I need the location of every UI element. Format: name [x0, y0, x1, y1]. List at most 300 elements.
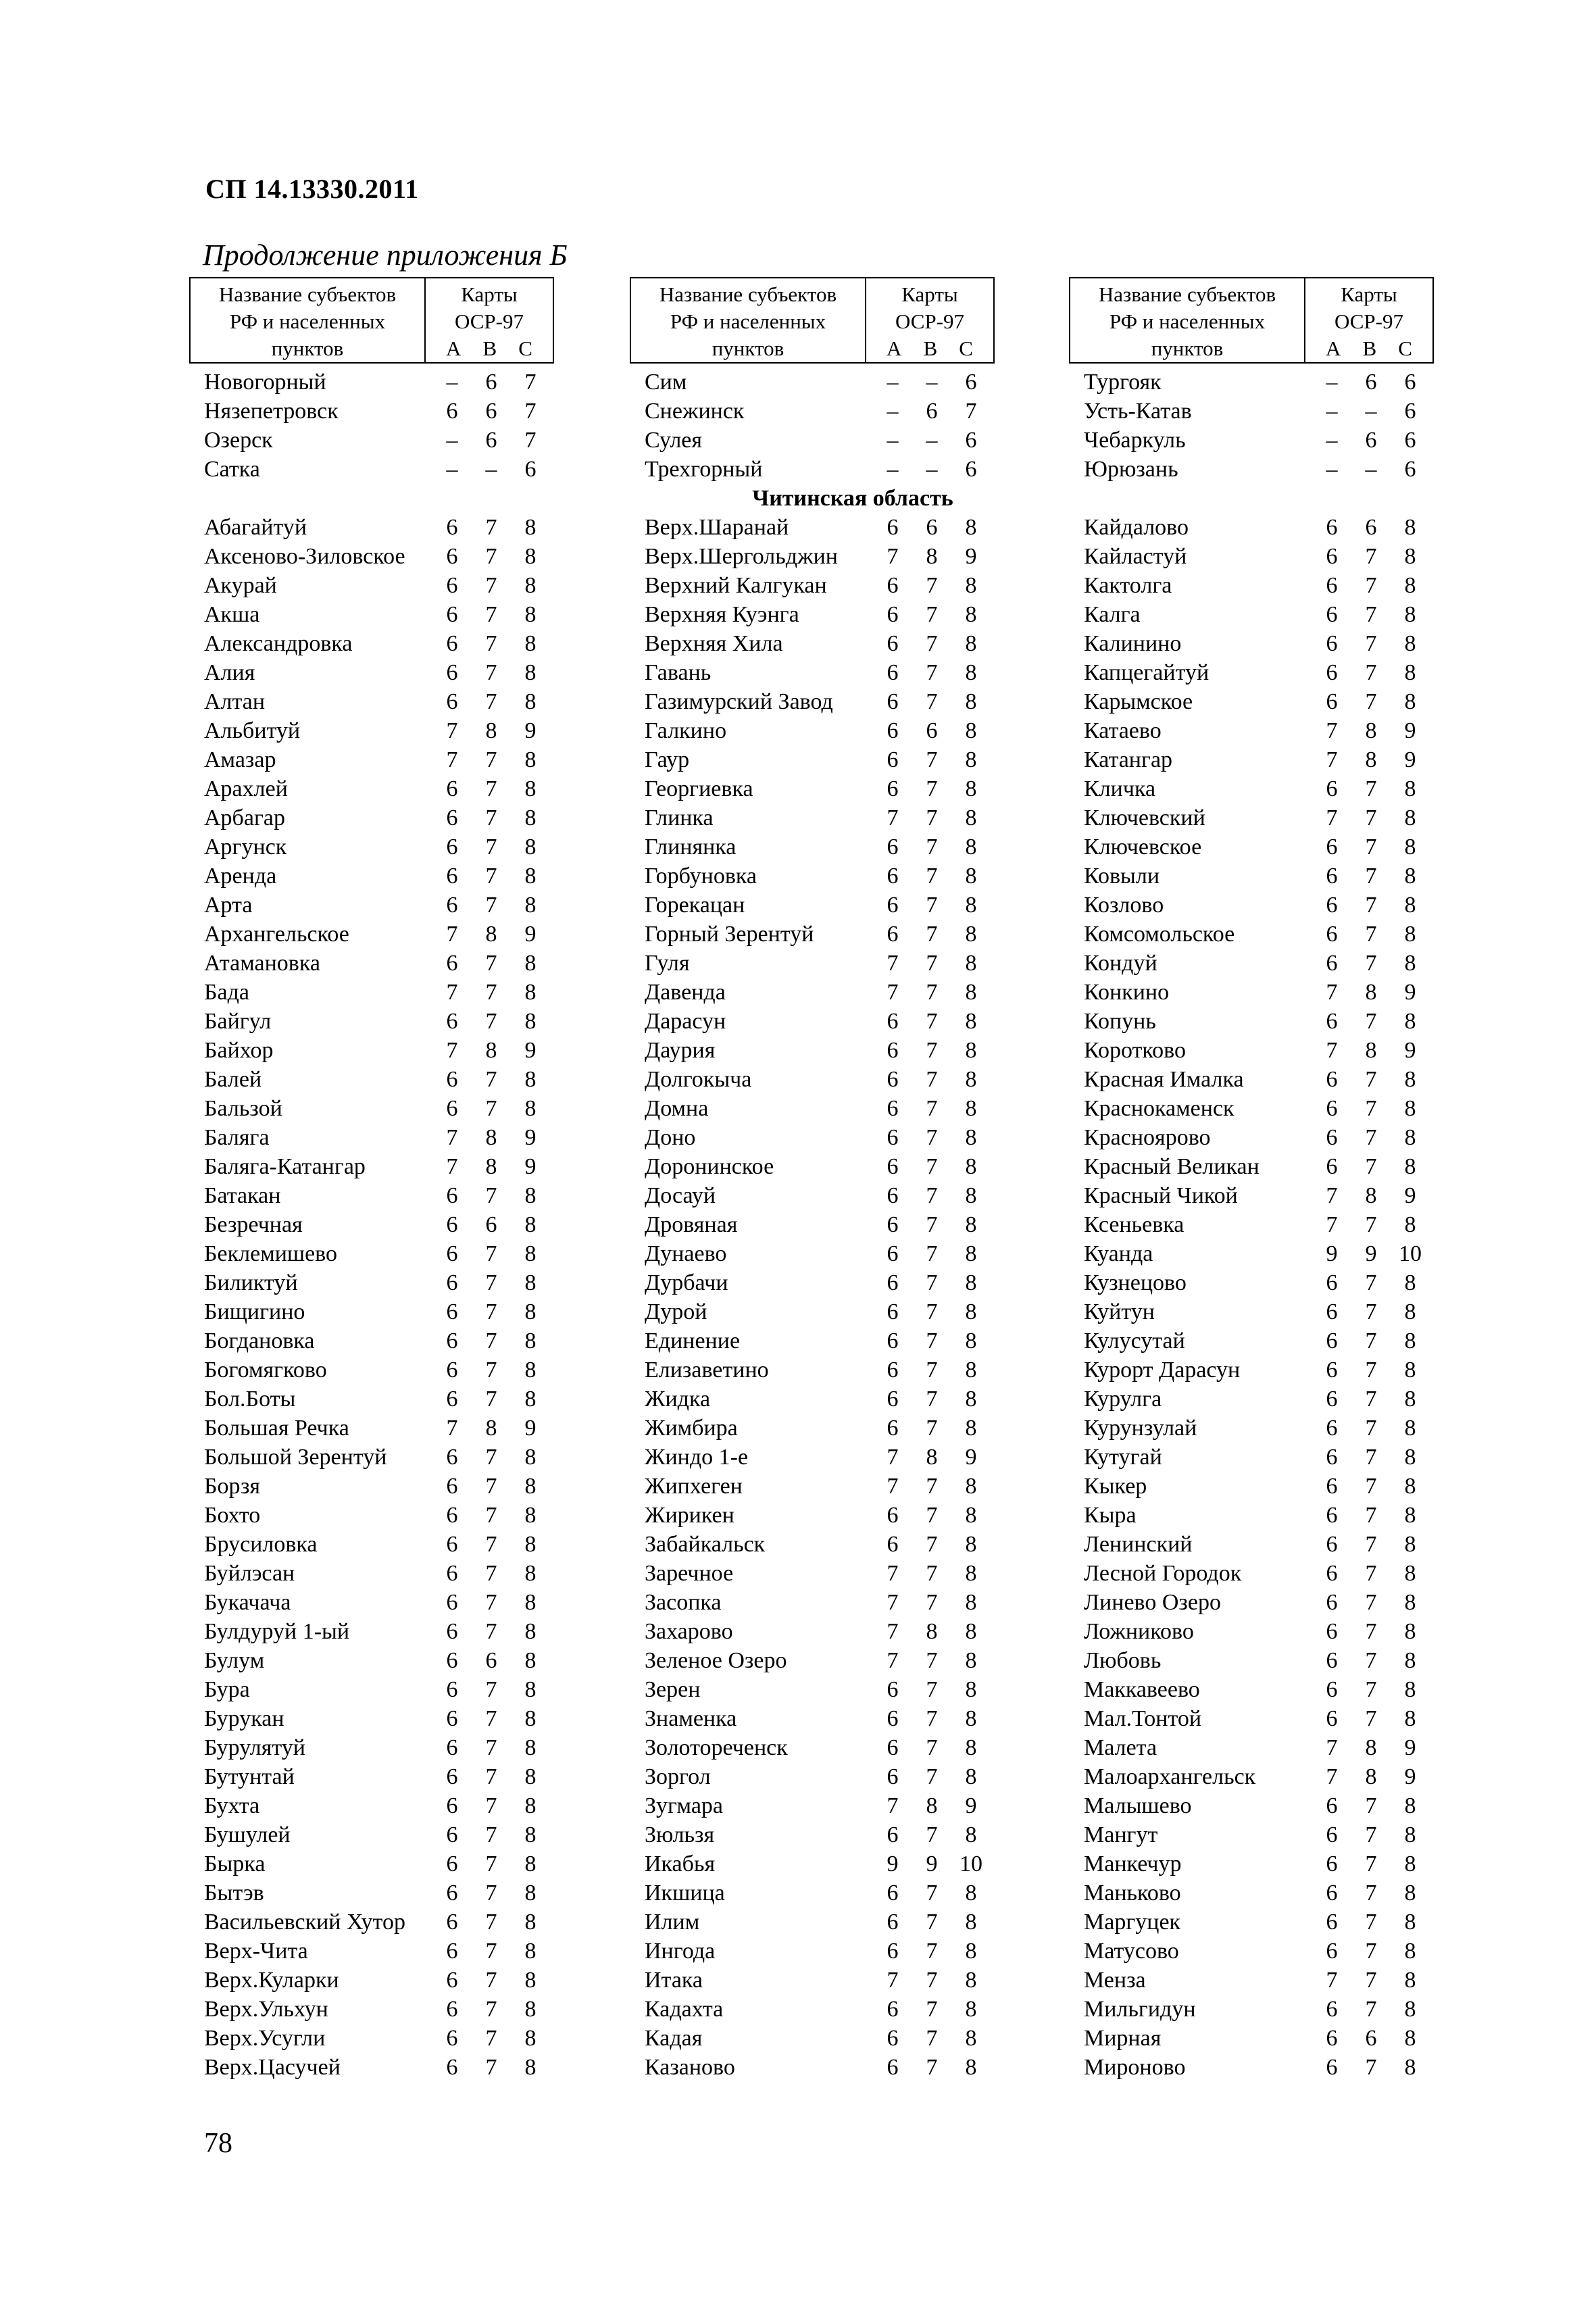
intensity-c: 8: [1404, 1939, 1416, 1964]
intensity-c: 9: [1404, 1038, 1416, 1063]
intensity-a: 6: [446, 1328, 458, 1353]
intensity-a: 6: [1326, 573, 1338, 598]
settlement-name: Кулусутай: [1084, 1328, 1185, 1353]
intensity-c: 10: [1399, 1241, 1422, 1266]
intensity-c: 8: [1404, 515, 1416, 540]
intensity-c: 8: [1404, 805, 1416, 830]
header-abc-label: C: [518, 337, 532, 360]
settlement-name: Мал.Тонтой: [1084, 1706, 1202, 1731]
settlement-name: Гуля: [645, 951, 690, 976]
intensity-b: 7: [485, 660, 497, 685]
intensity-a: –: [446, 370, 458, 395]
intensity-c: 8: [965, 631, 977, 656]
intensity-c: 8: [524, 805, 537, 830]
intensity-c: 8: [965, 1328, 977, 1353]
intensity-a: –: [887, 428, 899, 453]
intensity-c: 8: [1404, 893, 1416, 918]
intensity-b: 7: [926, 1561, 938, 1586]
table-row: [630, 862, 995, 891]
intensity-a: 6: [887, 689, 899, 714]
intensity-b: 7: [1365, 1096, 1377, 1121]
intensity-a: 6: [1326, 1096, 1338, 1121]
intensity-b: 8: [926, 1619, 938, 1644]
settlement-name: Знаменка: [645, 1706, 737, 1731]
table-row: [189, 1908, 554, 1937]
intensity-b: 7: [1365, 1677, 1377, 1702]
settlement-name: Бура: [204, 1677, 250, 1702]
settlement-name: Богдановка: [204, 1328, 315, 1353]
table-row: [189, 745, 554, 774]
table-row: [189, 687, 554, 716]
intensity-a: –: [887, 399, 899, 424]
intensity-a: 6: [887, 2055, 899, 2080]
settlement-name: Калга: [1084, 602, 1141, 627]
intensity-b: 7: [485, 805, 497, 830]
intensity-c: 8: [1404, 1416, 1416, 1441]
intensity-c: 9: [1404, 1183, 1416, 1208]
table-row: [630, 1530, 995, 1559]
intensity-c: 8: [965, 1619, 977, 1644]
intensity-a: 6: [1326, 1387, 1338, 1412]
settlement-name: Сим: [645, 370, 687, 395]
settlement-name: Дурой: [645, 1299, 707, 1324]
intensity-a: 6: [887, 747, 899, 772]
settlement-name: Биликтуй: [204, 1270, 298, 1295]
intensity-a: 6: [446, 1677, 458, 1702]
table-row: [630, 1820, 995, 1849]
table-row: [189, 803, 554, 832]
intensity-a: –: [887, 457, 899, 482]
intensity-b: 7: [1365, 1503, 1377, 1528]
intensity-a: 6: [887, 1299, 899, 1324]
intensity-a: 6: [1326, 1706, 1338, 1731]
settlement-name: Кыра: [1084, 1503, 1137, 1528]
intensity-a: –: [1326, 457, 1338, 482]
header-name-line: пунктов: [712, 337, 784, 360]
intensity-b: 7: [926, 1270, 938, 1295]
table-row: [1069, 1210, 1434, 1239]
table-header: [1069, 277, 1434, 364]
intensity-c: 8: [965, 1939, 977, 1964]
intensity-c: 8: [524, 689, 537, 714]
intensity-b: 7: [485, 1735, 497, 1760]
table-row: [189, 1297, 554, 1326]
table-row: [630, 1849, 995, 1878]
intensity-b: 8: [1365, 1038, 1377, 1063]
settlement-name: Горекацан: [645, 893, 745, 918]
intensity-c: 8: [524, 1009, 537, 1034]
table-row: [1069, 1443, 1434, 1472]
table-row: [630, 513, 995, 542]
settlement-name: Бурукан: [204, 1706, 284, 1731]
settlement-name: Архангельское: [204, 922, 349, 947]
settlement-name: Васильевский Хутор: [204, 1910, 405, 1935]
intensity-a: 6: [887, 1910, 899, 1935]
intensity-b: 7: [485, 951, 497, 976]
table-row: [189, 1094, 554, 1123]
settlement-name: Козлово: [1084, 893, 1164, 918]
settlement-name: Ключевское: [1084, 835, 1202, 860]
settlement-name: Куанда: [1084, 1241, 1153, 1266]
intensity-b: 7: [926, 951, 938, 976]
intensity-b: 7: [1365, 1881, 1377, 1906]
intensity-b: 7: [485, 2026, 497, 2051]
settlement-name: Верхний Калгукан: [645, 573, 827, 598]
intensity-a: 6: [1326, 1328, 1338, 1353]
intensity-b: 7: [926, 776, 938, 801]
blank-row: [1069, 484, 1434, 513]
intensity-b: 8: [485, 1154, 497, 1179]
intensity-b: 7: [1365, 1270, 1377, 1295]
settlement-name: Бырка: [204, 1851, 266, 1876]
intensity-b: 7: [926, 2026, 938, 2051]
header-name-line: РФ и населенных: [670, 309, 826, 333]
intensity-c: 9: [965, 544, 977, 569]
intensity-b: 7: [926, 1183, 938, 1208]
intensity-a: 7: [1326, 747, 1338, 772]
intensity-c: 8: [1404, 1851, 1416, 1876]
intensity-c: 8: [965, 922, 977, 947]
table-row: [630, 891, 995, 920]
intensity-a: 6: [1326, 1851, 1338, 1876]
intensity-b: 7: [485, 1910, 497, 1935]
table-row: [630, 1559, 995, 1588]
intensity-b: 7: [926, 1009, 938, 1034]
intensity-c: 9: [1404, 1764, 1416, 1789]
intensity-b: 7: [926, 1764, 938, 1789]
table-row: [1069, 1559, 1434, 1588]
intensity-c: 8: [524, 1067, 537, 1092]
intensity-c: 10: [959, 1851, 982, 1876]
settlement-name: Дровяная: [645, 1212, 738, 1237]
table-row: [630, 455, 995, 484]
intensity-a: 6: [887, 835, 899, 860]
intensity-a: 7: [446, 922, 458, 947]
header-abc-label: B: [482, 337, 497, 360]
settlement-name: Лесной Городок: [1084, 1561, 1242, 1586]
table-row: [630, 1036, 995, 1065]
settlement-name: Букачача: [204, 1590, 291, 1615]
settlement-name: Верх-Чита: [204, 1939, 308, 1964]
table-row: [1069, 1268, 1434, 1297]
settlement-name: Алтан: [204, 689, 266, 714]
table-row: [1069, 1007, 1434, 1036]
intensity-c: 8: [965, 1241, 977, 1266]
intensity-b: 7: [1365, 776, 1377, 801]
intensity-a: 7: [887, 1968, 899, 1993]
table-row: [189, 1326, 554, 1355]
intensity-b: 7: [485, 1561, 497, 1586]
table-row: [189, 1849, 554, 1878]
intensity-b: 7: [926, 1154, 938, 1179]
intensity-b: 8: [1365, 1735, 1377, 1760]
table-row: [189, 658, 554, 687]
intensity-b: 7: [926, 573, 938, 598]
intensity-c: 8: [1404, 1067, 1416, 1092]
settlement-name: Зерен: [645, 1677, 701, 1702]
header-abc-label: C: [959, 337, 973, 360]
intensity-c: 8: [1404, 631, 1416, 656]
table-row: [1069, 1791, 1434, 1820]
intensity-c: 8: [965, 1561, 977, 1586]
intensity-a: 6: [1326, 1619, 1338, 1644]
table-row: [630, 397, 995, 426]
settlement-name: Досауй: [645, 1183, 716, 1208]
intensity-c: 8: [524, 893, 537, 918]
table-row: [1069, 1675, 1434, 1704]
intensity-c: 8: [524, 573, 537, 598]
table-row: [630, 1094, 995, 1123]
intensity-b: 7: [1365, 1445, 1377, 1470]
intensity-b: 7: [485, 2055, 497, 2080]
settlement-name: Илим: [645, 1910, 700, 1935]
table-row: [1069, 803, 1434, 832]
intensity-b: 7: [926, 1648, 938, 1673]
table-row: [189, 832, 554, 862]
intensity-a: 6: [1326, 951, 1338, 976]
intensity-b: 8: [485, 922, 497, 947]
table-row: [630, 1239, 995, 1268]
intensity-c: 7: [524, 428, 537, 453]
table-row: [189, 1791, 554, 1820]
intensity-a: 6: [446, 1270, 458, 1295]
intensity-b: 7: [926, 1416, 938, 1441]
intensity-b: 7: [926, 689, 938, 714]
intensity-b: 7: [485, 1067, 497, 1092]
settlement-name: Курунзулай: [1084, 1416, 1197, 1441]
intensity-b: 7: [926, 1038, 938, 1063]
intensity-c: 8: [1404, 1299, 1416, 1324]
intensity-a: 7: [887, 1619, 899, 1644]
intensity-a: 6: [446, 2055, 458, 2080]
intensity-c: 8: [965, 573, 977, 598]
intensity-b: 7: [926, 1822, 938, 1847]
settlement-name: Малышево: [1084, 1793, 1192, 1818]
intensity-c: 8: [965, 2026, 977, 2051]
intensity-a: 7: [887, 951, 899, 976]
settlement-name: Кайластуй: [1084, 544, 1187, 569]
intensity-b: 7: [926, 1677, 938, 1702]
table-row: [189, 1210, 554, 1239]
table-row: [1069, 455, 1434, 484]
intensity-a: 6: [446, 864, 458, 889]
intensity-a: 6: [1326, 602, 1338, 627]
intensity-c: 8: [965, 1212, 977, 1237]
intensity-b: –: [1365, 399, 1377, 424]
table-row: [630, 600, 995, 629]
intensity-a: 7: [446, 718, 458, 743]
intensity-b: 7: [1365, 1009, 1377, 1034]
intensity-c: 8: [1404, 602, 1416, 627]
intensity-b: 7: [1365, 689, 1377, 714]
intensity-c: 8: [1404, 835, 1416, 860]
header-name-line: Название субъектов: [1098, 282, 1276, 306]
intensity-a: 6: [446, 1939, 458, 1964]
settlement-name: Горбуновка: [645, 864, 757, 889]
intensity-c: 8: [965, 835, 977, 860]
table-row: [630, 949, 995, 978]
intensity-a: 6: [446, 1910, 458, 1935]
intensity-b: 7: [1365, 1328, 1377, 1353]
intensity-a: 6: [1326, 864, 1338, 889]
intensity-b: 7: [485, 1939, 497, 1964]
intensity-c: 8: [1404, 1154, 1416, 1179]
settlement-name: Верх.Куларки: [204, 1968, 339, 1993]
settlement-name: Арахлей: [204, 776, 288, 801]
settlement-name: Брусиловка: [204, 1532, 318, 1557]
table-row: [1069, 862, 1434, 891]
intensity-c: 8: [524, 1677, 537, 1702]
settlement-name: Доронинское: [645, 1154, 774, 1179]
intensity-a: 6: [887, 776, 899, 801]
intensity-b: 7: [485, 1445, 497, 1470]
intensity-b: 6: [485, 370, 497, 395]
intensity-c: 8: [524, 1706, 537, 1731]
table-rows: [630, 368, 995, 2082]
table-row: [630, 1414, 995, 1443]
intensity-c: 8: [965, 660, 977, 685]
settlement-name: Кыкер: [1084, 1474, 1147, 1499]
intensity-a: 7: [1326, 980, 1338, 1005]
settlement-name: Ленинский: [1084, 1532, 1193, 1557]
intensity-b: 8: [485, 1038, 497, 1063]
intensity-c: 8: [524, 1212, 537, 1237]
intensity-c: 9: [965, 1445, 977, 1470]
intensity-b: 7: [926, 1997, 938, 2022]
intensity-c: 9: [524, 922, 537, 947]
table-row: [1069, 1646, 1434, 1675]
settlement-name: Курулга: [1084, 1387, 1162, 1412]
intensity-a: 6: [1326, 1474, 1338, 1499]
settlement-name: Маргуцек: [1084, 1910, 1181, 1935]
settlement-name: Мироново: [1084, 2055, 1186, 2080]
table-row: [189, 1181, 554, 1210]
table-row: [1069, 513, 1434, 542]
header-abc-label: A: [1326, 337, 1341, 360]
intensity-c: 8: [524, 631, 537, 656]
intensity-a: 6: [1326, 1503, 1338, 1528]
intensity-a: 6: [1326, 1793, 1338, 1818]
intensity-a: 6: [1326, 1532, 1338, 1557]
intensity-c: 9: [524, 1154, 537, 1179]
intensity-c: 8: [1404, 573, 1416, 598]
intensity-c: 8: [524, 1270, 537, 1295]
settlement-name: Кондуй: [1084, 951, 1157, 976]
settlement-name: Кайдалово: [1084, 515, 1189, 540]
intensity-b: 7: [926, 2055, 938, 2080]
intensity-a: 6: [446, 2026, 458, 2051]
intensity-c: 8: [524, 1358, 537, 1383]
intensity-a: 6: [887, 1067, 899, 1092]
settlement-name: Казаново: [645, 2055, 735, 2080]
intensity-b: 7: [926, 805, 938, 830]
intensity-a: –: [1326, 399, 1338, 424]
settlement-name: Трехгорный: [645, 457, 763, 482]
intensity-a: 6: [446, 689, 458, 714]
settlement-name: Красный Чикой: [1084, 1183, 1238, 1208]
intensity-b: 7: [485, 602, 497, 627]
intensity-a: 6: [887, 1009, 899, 1034]
header-maps-cell: [866, 278, 993, 362]
intensity-c: 8: [524, 2026, 537, 2051]
intensity-c: 8: [1404, 776, 1416, 801]
intensity-b: –: [926, 428, 938, 453]
settlement-name: Кутугай: [1084, 1445, 1162, 1470]
intensity-a: 6: [1326, 1677, 1338, 1702]
table-row: [1069, 1908, 1434, 1937]
intensity-b: 7: [485, 835, 497, 860]
table-row: [189, 1443, 554, 1472]
intensity-a: 6: [1326, 1067, 1338, 1092]
table-row: [1069, 1326, 1434, 1355]
intensity-c: 9: [524, 1416, 537, 1441]
intensity-b: 7: [485, 1881, 497, 1906]
settlement-name: Баляга: [204, 1125, 270, 1150]
intensity-c: 8: [524, 602, 537, 627]
table-row: [1069, 832, 1434, 862]
intensity-a: 7: [1326, 1735, 1338, 1760]
intensity-a: 6: [887, 718, 899, 743]
intensity-a: 6: [1326, 1154, 1338, 1179]
intensity-a: 6: [446, 1997, 458, 2022]
intensity-b: 7: [485, 1851, 497, 1876]
intensity-a: 6: [1326, 1881, 1338, 1906]
table-row: [630, 1443, 995, 1472]
settlement-name: Юрюзань: [1084, 457, 1178, 482]
intensity-b: 7: [485, 631, 497, 656]
settlement-name: Капцегайтуй: [1084, 660, 1210, 685]
table-row: [189, 1617, 554, 1646]
intensity-b: 6: [485, 1212, 497, 1237]
intensity-a: 7: [1326, 1212, 1338, 1237]
intensity-b: 7: [1365, 1793, 1377, 1818]
table-row: [1069, 1849, 1434, 1878]
settlement-name: Даурия: [645, 1038, 716, 1063]
settlement-name: Амазар: [204, 747, 276, 772]
intensity-a: 6: [446, 1619, 458, 1644]
table-row: [630, 368, 995, 397]
intensity-a: 6: [446, 515, 458, 540]
table-row: [1069, 1762, 1434, 1791]
intensity-c: 8: [1404, 544, 1416, 569]
intensity-b: 7: [485, 1183, 497, 1208]
intensity-c: 8: [1404, 1648, 1416, 1673]
intensity-c: 8: [965, 1881, 977, 1906]
intensity-c: 8: [965, 1503, 977, 1528]
settlement-name: Бол.Боты: [204, 1387, 296, 1412]
intensity-a: 6: [1326, 776, 1338, 801]
intensity-c: 8: [524, 951, 537, 976]
intensity-c: 8: [1404, 1619, 1416, 1644]
intensity-c: 8: [524, 1387, 537, 1412]
intensity-a: 6: [1326, 2055, 1338, 2080]
intensity-c: 8: [524, 1648, 537, 1673]
settlement-name: Борзя: [204, 1474, 261, 1499]
intensity-b: 7: [926, 1328, 938, 1353]
intensity-b: 7: [926, 1532, 938, 1557]
intensity-b: 7: [485, 1997, 497, 2022]
settlement-name: Озерск: [204, 428, 273, 453]
intensity-b: 8: [485, 718, 497, 743]
settlement-name: Акурай: [204, 573, 277, 598]
table-row: [630, 1762, 995, 1791]
settlement-name: Дунаево: [645, 1241, 727, 1266]
intensity-a: 6: [446, 1474, 458, 1499]
intensity-c: 8: [1404, 1590, 1416, 1615]
intensity-c: 8: [965, 718, 977, 743]
settlement-name: Верх.Усугли: [204, 2026, 326, 2051]
table-row: [189, 1646, 554, 1675]
